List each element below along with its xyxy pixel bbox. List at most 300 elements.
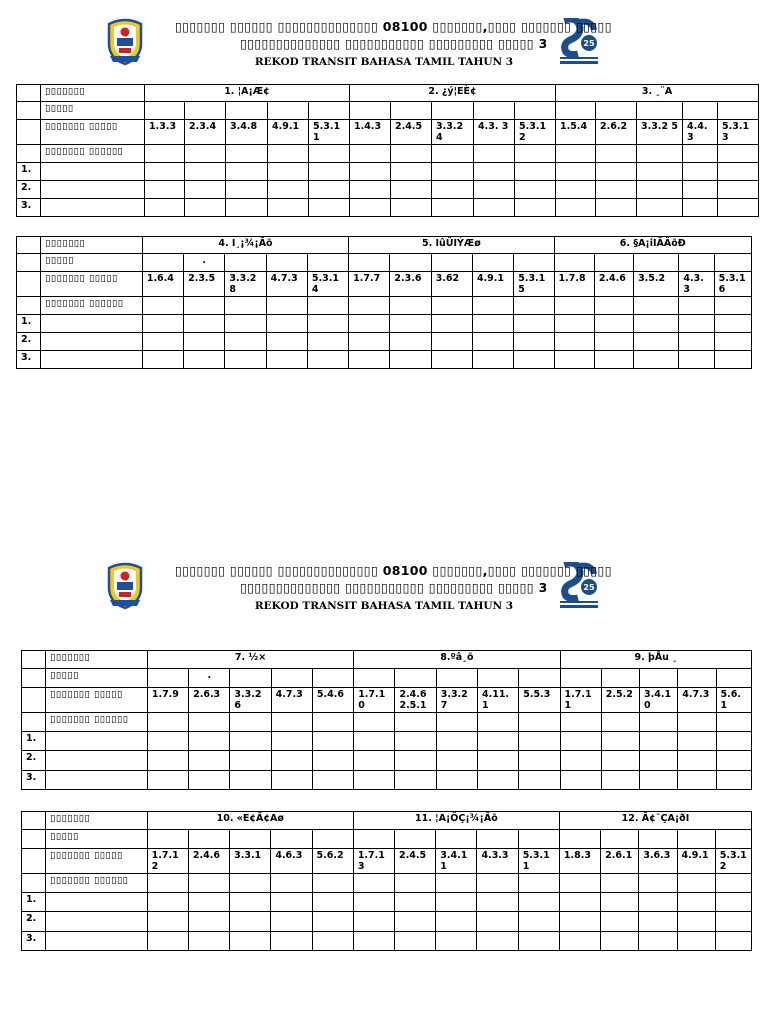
mark-cell bbox=[639, 893, 677, 912]
skill-cell bbox=[477, 830, 518, 849]
mark-cell bbox=[350, 163, 391, 181]
mark-cell bbox=[474, 163, 515, 181]
mark-cell bbox=[477, 912, 518, 932]
standard-label: ▯▯▯▯▯▯▯ ▯▯▯▯▯ bbox=[41, 272, 143, 297]
empty-cell bbox=[601, 874, 639, 893]
mark-cell bbox=[634, 351, 679, 369]
mark-cell bbox=[309, 163, 350, 181]
mark-cell bbox=[634, 333, 679, 351]
empty-cell bbox=[560, 713, 601, 732]
mark-cell bbox=[474, 181, 515, 199]
skill-cell bbox=[353, 830, 394, 849]
skill-cell bbox=[395, 830, 436, 849]
standard-code-cell: 4.9.1 bbox=[677, 849, 715, 874]
mark-cell bbox=[354, 771, 395, 790]
skill-cell bbox=[147, 669, 188, 688]
unit-title: 9. þÅu ¸ bbox=[560, 651, 751, 669]
mark-cell bbox=[514, 333, 554, 351]
mark-cell bbox=[634, 315, 679, 333]
skill-cell bbox=[225, 254, 266, 272]
mark-cell bbox=[230, 771, 271, 790]
skill-cell bbox=[431, 254, 472, 272]
page-header bbox=[0, 544, 768, 616]
mark-cell bbox=[185, 199, 226, 217]
mark-cell bbox=[188, 912, 229, 932]
mark-cell bbox=[312, 771, 353, 790]
standard-code-cell: 1.7.1 1 bbox=[560, 688, 601, 713]
mark-cell bbox=[436, 932, 477, 951]
unit-title: 6. §A¡iIÃÄõÐ bbox=[554, 237, 751, 254]
skill-cell bbox=[679, 254, 714, 272]
skill-cell bbox=[266, 254, 307, 272]
empty-cell bbox=[312, 713, 353, 732]
empty-cell bbox=[271, 713, 312, 732]
mark-cell bbox=[312, 893, 353, 912]
mark-cell bbox=[715, 893, 751, 912]
mark-cell bbox=[639, 932, 677, 951]
mark-cell bbox=[268, 163, 309, 181]
standard-code-cell: 3.62 bbox=[431, 272, 472, 297]
standard-code-cell: 2.6.1 bbox=[601, 849, 639, 874]
row-number-cell bbox=[17, 85, 41, 102]
skill-cell bbox=[268, 102, 309, 120]
mark-cell bbox=[142, 333, 183, 351]
standard-code-cell: 3.4.1 0 bbox=[640, 688, 678, 713]
standard-code-cell: 1.4.3 bbox=[350, 120, 391, 145]
skill-cell bbox=[145, 102, 185, 120]
standard-code-cell: 5.3.1 5 bbox=[514, 272, 554, 297]
mark-cell bbox=[679, 315, 714, 333]
mark-cell bbox=[185, 181, 226, 199]
skill-cell bbox=[432, 102, 474, 120]
mark-cell bbox=[432, 199, 474, 217]
mark-cell bbox=[677, 932, 715, 951]
row-number-cell bbox=[17, 297, 41, 315]
transit-record-table bbox=[21, 650, 752, 790]
standard-code-cell: 4.3. 3 bbox=[679, 272, 714, 297]
skill-cell bbox=[185, 102, 226, 120]
topic-label: ▯▯▯▯▯▯▯ bbox=[46, 651, 148, 669]
mark-cell bbox=[514, 351, 554, 369]
student-name-cell bbox=[41, 181, 145, 199]
row-number-cell bbox=[17, 254, 41, 272]
student-name-cell bbox=[46, 932, 148, 951]
mark-cell bbox=[390, 315, 431, 333]
mark-cell bbox=[679, 351, 714, 369]
empty-cell bbox=[189, 713, 230, 732]
standard-code-cell: 3.3.2 4 bbox=[432, 120, 474, 145]
mark-cell bbox=[640, 751, 678, 771]
standard-code-cell: 1.7.1 0 bbox=[354, 688, 395, 713]
student-row-number: 2. bbox=[22, 912, 46, 932]
skill-cell bbox=[714, 254, 751, 272]
row-number-cell bbox=[22, 688, 46, 713]
standard-code-cell: 3.3.1 bbox=[230, 849, 271, 874]
skill-cell bbox=[395, 669, 436, 688]
mark-cell bbox=[718, 163, 759, 181]
empty-cell bbox=[679, 297, 714, 315]
mark-cell bbox=[226, 163, 268, 181]
student-row-number: 2. bbox=[17, 181, 41, 199]
empty-cell bbox=[718, 145, 759, 163]
skill-cell: . bbox=[184, 254, 225, 272]
mark-cell bbox=[145, 181, 185, 199]
student-row-number: 3. bbox=[17, 199, 41, 217]
mark-cell bbox=[184, 315, 225, 333]
unit-title: 5. IûÜIÝÆø bbox=[349, 237, 554, 254]
skill-label: ▯▯▯▯▯ bbox=[46, 830, 148, 849]
standard-code-cell: 4.9.1 bbox=[268, 120, 309, 145]
mark-cell bbox=[431, 333, 472, 351]
empty-cell bbox=[395, 713, 436, 732]
skill-cell bbox=[142, 254, 183, 272]
mark-cell bbox=[307, 333, 348, 351]
empty-cell bbox=[518, 874, 559, 893]
mark-cell bbox=[554, 315, 594, 333]
mark-cell bbox=[716, 751, 751, 771]
mark-cell bbox=[395, 732, 436, 751]
skill-cell bbox=[639, 830, 677, 849]
empty-cell bbox=[637, 145, 683, 163]
skill-cell bbox=[559, 830, 600, 849]
mark-cell bbox=[147, 932, 188, 951]
student-name-cell bbox=[46, 751, 148, 771]
standard-code-cell: 4.7.3 bbox=[678, 688, 716, 713]
mark-cell bbox=[230, 932, 271, 951]
unit-title: 12. Ã¢¯ÇA¡ðI bbox=[559, 812, 751, 830]
standard-code-cell: 3.3.2 7 bbox=[436, 688, 477, 713]
empty-cell bbox=[142, 297, 183, 315]
skill-cell bbox=[391, 102, 432, 120]
empty-cell bbox=[309, 145, 350, 163]
mark-cell bbox=[596, 181, 637, 199]
mark-cell bbox=[637, 199, 683, 217]
standard-code-cell: 1.6.4 bbox=[142, 272, 183, 297]
record-label: ▯▯▯▯▯▯▯ ▯▯▯▯▯▯ bbox=[41, 297, 143, 315]
empty-cell bbox=[678, 713, 716, 732]
mark-cell bbox=[189, 732, 230, 751]
mark-cell bbox=[477, 771, 518, 790]
mark-cell bbox=[436, 771, 477, 790]
mark-cell bbox=[560, 732, 601, 751]
empty-cell bbox=[312, 874, 353, 893]
mark-cell bbox=[225, 351, 266, 369]
mark-cell bbox=[395, 893, 436, 912]
mark-cell bbox=[145, 199, 185, 217]
empty-cell bbox=[230, 713, 271, 732]
student-row-number: 1. bbox=[22, 893, 46, 912]
mark-cell bbox=[268, 199, 309, 217]
mark-cell bbox=[225, 315, 266, 333]
mark-cell bbox=[559, 912, 600, 932]
empty-cell bbox=[474, 145, 515, 163]
mark-cell bbox=[554, 333, 594, 351]
student-row-number: 1. bbox=[17, 315, 41, 333]
empty-cell bbox=[519, 713, 560, 732]
skill-cell bbox=[519, 669, 560, 688]
standard-code-cell: 4.4. 3 bbox=[683, 120, 718, 145]
unit-title: 7. ½× bbox=[147, 651, 353, 669]
mark-cell bbox=[271, 893, 312, 912]
empty-cell bbox=[354, 713, 395, 732]
empty-cell bbox=[596, 145, 637, 163]
empty-cell bbox=[184, 297, 225, 315]
standard-code-cell: 4.7.3 bbox=[271, 688, 312, 713]
mark-cell bbox=[637, 163, 683, 181]
record-label: ▯▯▯▯▯▯▯ ▯▯▯▯▯▯ bbox=[41, 145, 145, 163]
standard-code-cell: 5.6.2 bbox=[312, 849, 353, 874]
mark-cell bbox=[147, 771, 188, 790]
skill-cell bbox=[436, 669, 477, 688]
skill-cell bbox=[601, 830, 639, 849]
mark-cell bbox=[683, 163, 718, 181]
student-name-cell bbox=[41, 199, 145, 217]
standard-code-cell: 2.5.2 bbox=[601, 688, 639, 713]
standard-code-cell: 2.4.6 bbox=[188, 849, 229, 874]
mark-cell bbox=[142, 351, 183, 369]
empty-cell bbox=[353, 874, 394, 893]
skill-cell bbox=[350, 102, 391, 120]
document-title: REKOD TRANSIT BAHASA TAMIL TAHUN 3 bbox=[254, 600, 514, 612]
empty-cell bbox=[436, 713, 477, 732]
svg-text:25: 25 bbox=[583, 583, 595, 592]
mark-cell bbox=[271, 732, 312, 751]
empty-cell bbox=[601, 713, 639, 732]
mark-cell bbox=[519, 732, 560, 751]
skill-cell bbox=[472, 254, 513, 272]
mark-cell bbox=[556, 181, 596, 199]
mark-cell bbox=[268, 181, 309, 199]
mark-cell bbox=[271, 912, 312, 932]
standard-code-cell: 1.7.8 bbox=[554, 272, 594, 297]
empty-cell bbox=[477, 713, 518, 732]
mark-cell bbox=[309, 181, 350, 199]
skill-cell bbox=[560, 669, 601, 688]
skill-cell bbox=[640, 669, 678, 688]
mark-cell bbox=[559, 932, 600, 951]
mark-cell bbox=[477, 732, 518, 751]
unit-title: 2. ¿ý¦EÈ¢ bbox=[350, 85, 556, 102]
unit-title: 10. «E¢Ã¢Aø bbox=[147, 812, 353, 830]
student-name-cell bbox=[46, 771, 148, 790]
student-row-number: 1. bbox=[17, 163, 41, 181]
standard-code-cell: 2.4.6 bbox=[594, 272, 633, 297]
mark-cell bbox=[715, 912, 751, 932]
mark-cell bbox=[472, 315, 513, 333]
mark-cell bbox=[514, 315, 554, 333]
mark-cell bbox=[677, 912, 715, 932]
empty-cell bbox=[514, 297, 554, 315]
skill-cell bbox=[309, 102, 350, 120]
standard-code-cell: 5.3.1 2 bbox=[715, 849, 751, 874]
mark-cell bbox=[678, 751, 716, 771]
mark-cell bbox=[601, 732, 639, 751]
empty-cell bbox=[436, 874, 477, 893]
mark-cell bbox=[188, 893, 229, 912]
empty-cell bbox=[390, 297, 431, 315]
mark-cell bbox=[601, 893, 639, 912]
mark-cell bbox=[145, 163, 185, 181]
mark-cell bbox=[560, 751, 601, 771]
standard-code-cell: 3.4.1 1 bbox=[436, 849, 477, 874]
standard-code-cell: 5.3.1 6 bbox=[714, 272, 751, 297]
mark-cell bbox=[594, 333, 633, 351]
mark-cell bbox=[142, 315, 183, 333]
student-name-cell bbox=[46, 912, 148, 932]
school-name-line: ▯▯▯▯▯▯▯ ▯▯▯▯▯▯ ▯▯▯▯▯▯▯▯▯▯▯▯▯▯ 08100 ▯▯▯▯▯▯▯,▯▯▯▯ ▯▯▯▯▯▯▯ ▯▯▯▯▯ bbox=[175, 19, 612, 34]
empty-cell bbox=[230, 874, 271, 893]
mark-cell bbox=[559, 893, 600, 912]
empty-cell bbox=[432, 145, 474, 163]
mark-cell bbox=[594, 315, 633, 333]
mark-cell bbox=[309, 199, 350, 217]
mark-cell bbox=[515, 181, 556, 199]
standard-code-cell: 3.3.2 5 bbox=[637, 120, 683, 145]
mark-cell bbox=[640, 732, 678, 751]
mark-cell bbox=[350, 199, 391, 217]
empty-cell bbox=[677, 874, 715, 893]
standard-code-cell: 2.6.2 bbox=[596, 120, 637, 145]
student-row-number: 3. bbox=[22, 932, 46, 951]
standard-code-cell: 4.11. 1 bbox=[477, 688, 518, 713]
empty-cell bbox=[715, 874, 751, 893]
mark-cell bbox=[594, 351, 633, 369]
student-row-number: 3. bbox=[22, 771, 46, 790]
mark-cell bbox=[312, 912, 353, 932]
standard-code-cell: 3.3.26 bbox=[230, 688, 271, 713]
mark-cell bbox=[230, 751, 271, 771]
empty-cell bbox=[683, 145, 718, 163]
mark-cell bbox=[189, 751, 230, 771]
row-number-cell bbox=[22, 874, 46, 893]
student-name-cell bbox=[41, 163, 145, 181]
topic-label: ▯▯▯▯▯▯▯ bbox=[41, 85, 145, 102]
mark-cell bbox=[147, 893, 188, 912]
mark-cell bbox=[714, 333, 751, 351]
empty-cell bbox=[226, 145, 268, 163]
mark-cell bbox=[518, 912, 559, 932]
mark-cell bbox=[477, 751, 518, 771]
page-section-1 bbox=[0, 0, 768, 72]
mark-cell bbox=[519, 751, 560, 771]
mark-cell bbox=[472, 333, 513, 351]
skill-cell bbox=[718, 102, 759, 120]
skill-cell bbox=[474, 102, 515, 120]
mark-cell bbox=[679, 333, 714, 351]
transit-record-table bbox=[21, 811, 752, 951]
skill-cell bbox=[601, 669, 639, 688]
mark-cell bbox=[230, 732, 271, 751]
student-name-cell bbox=[46, 893, 148, 912]
row-number-cell bbox=[22, 849, 46, 874]
row-number-cell bbox=[22, 669, 46, 688]
standard-code-cell: 4.3. 3 bbox=[474, 120, 515, 145]
student-name-cell bbox=[46, 732, 148, 751]
mark-cell bbox=[518, 893, 559, 912]
standard-label: ▯▯▯▯▯▯▯ ▯▯▯▯▯ bbox=[46, 849, 148, 874]
mark-cell bbox=[477, 893, 518, 912]
mark-cell bbox=[391, 199, 432, 217]
empty-cell bbox=[515, 145, 556, 163]
empty-cell bbox=[554, 297, 594, 315]
row-number-cell bbox=[17, 237, 41, 254]
skill-cell bbox=[390, 254, 431, 272]
mark-cell bbox=[556, 199, 596, 217]
standard-code-cell: 5.6. 1 bbox=[716, 688, 751, 713]
row-number-cell bbox=[22, 713, 46, 732]
mark-cell bbox=[714, 315, 751, 333]
skill-cell bbox=[716, 669, 751, 688]
empty-cell bbox=[594, 297, 633, 315]
school-subtitle-line: ▯▯▯▯▯▯▯▯▯▯▯▯▯▯ ▯▯▯▯▯▯▯▯▯▯▯ ▯▯▯▯▯▯▯▯▯ ▯▯▯▯▯ 3 bbox=[240, 580, 548, 595]
mark-cell bbox=[226, 181, 268, 199]
page-section-2 bbox=[0, 544, 768, 616]
standard-code-cell: 3.6.3 bbox=[639, 849, 677, 874]
row-number-cell bbox=[22, 812, 46, 830]
mark-cell bbox=[147, 751, 188, 771]
skill-cell bbox=[230, 830, 271, 849]
standard-label: ▯▯▯▯▯▯▯ ▯▯▯▯▯ bbox=[46, 688, 148, 713]
school-name-line: ▯▯▯▯▯▯▯ ▯▯▯▯▯▯ ▯▯▯▯▯▯▯▯▯▯▯▯▯▯ 08100 ▯▯▯▯▯▯▯,▯▯▯▯ ▯▯▯▯▯▯▯ ▯▯▯▯▯ bbox=[175, 563, 612, 578]
mark-cell bbox=[678, 771, 716, 790]
mark-cell bbox=[715, 932, 751, 951]
mark-cell bbox=[391, 163, 432, 181]
standard-code-cell: 2.3.4 bbox=[185, 120, 226, 145]
mark-cell bbox=[432, 181, 474, 199]
standard-code-cell: 5.3.1 3 bbox=[718, 120, 759, 145]
skill-cell bbox=[271, 830, 312, 849]
empty-cell bbox=[225, 297, 266, 315]
skill-cell bbox=[715, 830, 751, 849]
empty-cell bbox=[349, 297, 390, 315]
mark-cell bbox=[390, 333, 431, 351]
mark-cell bbox=[515, 163, 556, 181]
mark-cell bbox=[307, 315, 348, 333]
mark-cell bbox=[518, 932, 559, 951]
skill-cell bbox=[312, 669, 353, 688]
empty-cell bbox=[147, 874, 188, 893]
student-row-number: 2. bbox=[22, 751, 46, 771]
mark-cell bbox=[349, 315, 390, 333]
empty-cell bbox=[188, 874, 229, 893]
unit-title: 4. I¸¡¾¡Ãõ bbox=[142, 237, 348, 254]
mark-cell bbox=[225, 333, 266, 351]
skill-cell bbox=[554, 254, 594, 272]
skill-cell bbox=[307, 254, 348, 272]
mark-cell bbox=[391, 181, 432, 199]
skill-cell bbox=[271, 669, 312, 688]
standard-code-cell: 3.3.2 8 bbox=[225, 272, 266, 297]
row-number-cell bbox=[17, 272, 41, 297]
mark-cell bbox=[601, 912, 639, 932]
skill-cell bbox=[677, 830, 715, 849]
row-number-cell bbox=[17, 102, 41, 120]
mark-cell bbox=[230, 912, 271, 932]
empty-cell bbox=[266, 297, 307, 315]
empty-cell bbox=[556, 145, 596, 163]
empty-cell bbox=[472, 297, 513, 315]
mark-cell bbox=[639, 912, 677, 932]
skill-cell bbox=[515, 102, 556, 120]
mark-cell bbox=[266, 351, 307, 369]
mark-cell bbox=[637, 181, 683, 199]
mark-cell bbox=[395, 932, 436, 951]
mark-cell bbox=[683, 181, 718, 199]
mark-cell bbox=[266, 333, 307, 351]
standard-code-cell: 1.8.3 bbox=[559, 849, 600, 874]
mark-cell bbox=[395, 771, 436, 790]
mark-cell bbox=[472, 351, 513, 369]
